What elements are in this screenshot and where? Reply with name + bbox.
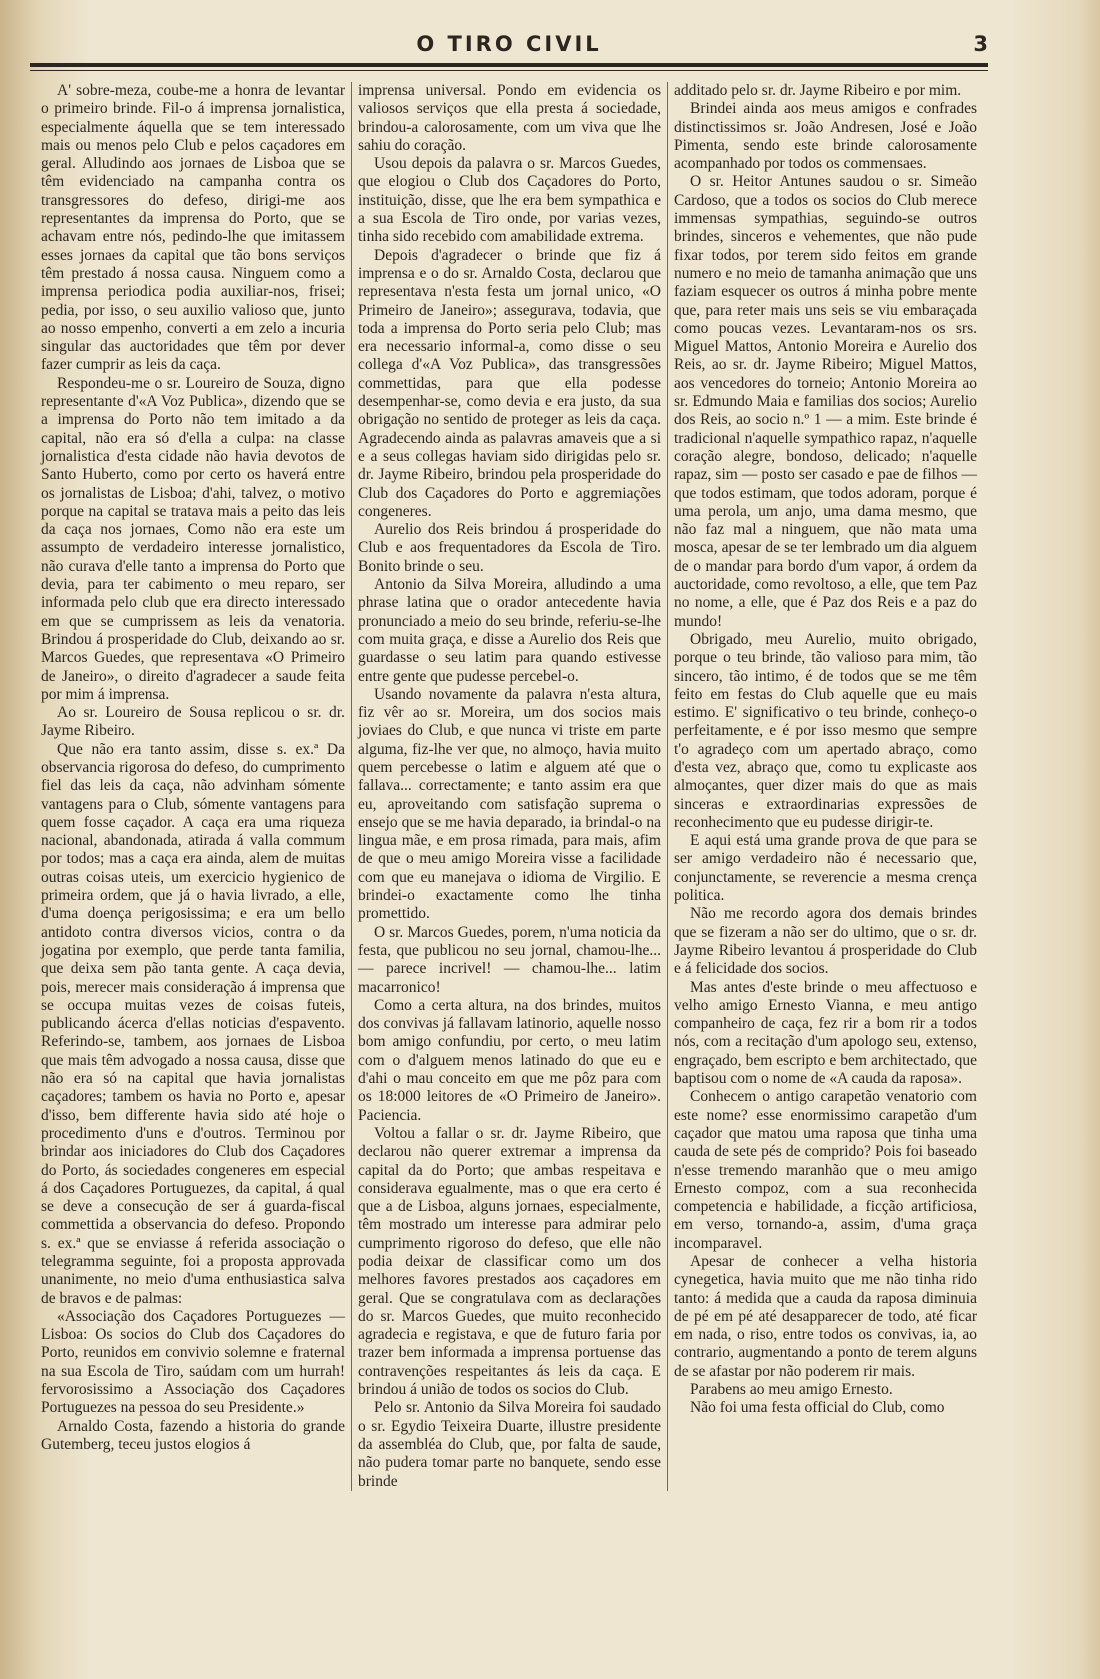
page-header-title: O TIRO CIVIL [416, 32, 602, 56]
column-2 [351, 82, 667, 1491]
paragraph: Conhecem o antigo carapetão venatorio com este nome? esse enormissimo carapetão d'um caçador que matou uma raposa que tinha uma cauda de sete pés de comprido? Pois foi baseado n'esse tremendo maranhão que o meu amigo Ernesto compoz, com a sua reconhecida competencia e habilidade, a ficção artificiosa, em verso, tornando-a, assim, d'uma graça incomparavel. [674, 1088, 977, 1252]
paragraph: imprensa universal. Pondo em evidencia os valiosos serviços que ella presta á sociedade, brindou-a calorosamente, com um viva que lhe sahiu do coração. [358, 82, 661, 154]
paragraph: Obrigado, meu Aurelio, muito obrigado, porque o teu brinde, tão valioso para mim, tão sincero, tão intimo, é de todos que se me têm feito em festas do Club aquelle que eu mais estimo. E' significativo o teu brinde, conheço-o perfeitamente, e é por isso mesmo que sempre t'o agradeço com um apertado abraço, como d'esta vez, abraço que, como tu explicaste aos almoçantes, quer dizer mais do que as mais sinceras e extraordinarias expressões de reconhecimento que eu pudesse dirigir-te. [674, 630, 977, 831]
column-3 [667, 82, 983, 1491]
paragraph: Como a certa altura, na dos brindes, muitos dos convivas já fallavam latinorio, aquelle nosso bom amigo confundiu, por certo, o meu latim com o d'alguem menos latinado do que eu e d'ahi o mau conceito em que me pôz para com os 18:000 leitores de «O Primeiro de Janeiro». Paciencia. [358, 996, 661, 1124]
paragraph: Depois d'agradecer o brinde que fiz á imprensa e o do sr. Arnaldo Costa, declarou que representava n'esta festa um jornal unico, «O Primeiro de Janeiro»; assegurava, todavia, que toda a imprensa do Porto seria pelo Club; mas era necessario informal-a, como disse o seu collega d'«A Voz Publica», das transgressões commettidas, para que ella podesse desempenhar-se, como devia e era justo, da sua obrigação no sentido de proteger as leis da caça. Agradecendo ainda as palavras amaveis que a si e a seus collegas haviam sido dirigidas pelo sr. dr. Jayme Ribeiro, brindou pela prosperidade do Club dos Caçadores do Porto e aggremiações congeneres. [358, 246, 661, 520]
column-1 [35, 82, 351, 1491]
paragraph: Aurelio dos Reis brindou á prosperidade do Club e aos frequentadores da Escola de Tiro. Bonito brinde o seu. [358, 521, 661, 575]
header-rule-thin [30, 70, 988, 71]
page-number: 3 [973, 32, 988, 56]
paragraph: Respondeu-me o sr. Loureiro de Souza, digno representante d'«A Voz Publica», dizendo que se a imprensa do Porto não tem imitado a da capital, não era só d'ella a culpa: na classe jornalistica d'esta cidade não havia devotos de Santo Huberto, como por certo os haverá entre os jornalistas de Lisboa; d'ahi, talvez, o motivo porque na capital se tratava mais a peito das leis da caça nos jornaes, Como não era este um assumpto de verdadeiro interesse jornalistico, não curava d'elle tanto a imprensa do Porto que devia, para ter cabimento o meu reparo, ser informada pelo club que era directo interessado em que se cumprissem as leis da venatoria. Brindou á prosperidade do Club, deixando ao sr. Marcos Guedes, que representava «O Primeiro de Janeiro», o direito d'agradecer a saude feita por mim á imprensa. [41, 374, 345, 703]
paragraph: «Associação dos Caçadores Portuguezes — Lisboa: Os socios do Club dos Caçadores do Porto, reunidos em convivio solemne e fraternal na sua Escola de Tiro, saúdam com um hurrah! fervorosissimo a Associação dos Caçadores Portuguezes na pessoa do seu Presidente.» [41, 1307, 345, 1417]
paragraph: Pelo sr. Antonio da Silva Moreira foi saudado o sr. Egydio Teixeira Duarte, illustre presidente da assembléa do Club, que, por falta de saude, não pudera tomar parte no banquete, sendo esse brinde [358, 1399, 661, 1490]
paragraph: Não foi uma festa official do Club, como [690, 1399, 945, 1417]
paragraph: Antonio da Silva Moreira, alludindo a uma phrase latina que o orador antecedente havia pronunciado a meio do seu brinde, referiu-se-lhe com muita graça, e disse a Aurelio dos Reis que guardasse o seu latim para quando estivesse entre gente que pudesse percebel-o. [358, 576, 661, 685]
paragraph: Usando novamente da palavra n'esta altura, fiz vêr ao sr. Moreira, um dos socios mais joviaes do Club, e que nunca vi triste em parte alguma, fiz-lhe ver que, no almoço, havia muito quem percebesse o latim e alguem até que o fallava... correctamente; e tanto assim era que eu, aproveitando com satisfação suprema o ensejo que se me havia deparado, ia brindal-o na lingua mãe, e em prosa rimada, para mais, afim de que o meu amigo Moreira visse a facilidade com que eu manejava o idioma de Virgilio. E brindei-o exactamente como lhe tinha promettido. [358, 685, 661, 923]
paragraph: Usou depois da palavra o sr. Marcos Guedes, que elogiou o Club dos Caçadores do Porto, instituição, disse, que lhe era bem sympathica e a sua Escola de Tiro onde, por varias vezes, tinha sido recebido com amabilidade extrema. [358, 155, 661, 246]
paragraph: O sr. Heitor Antunes saudou o sr. Simeão Cardoso, que a todos os socios do Club merece immensas sympathias, seguindo-se outros brindes, sinceros e vehementes, que não pude fixar todos, por terem sido feitos em grande numero e no meio de tamanha animação que uns faziam esquecer os outros á minha pobre mente que, para reter mais uns seis se viu embaraçada como poucas vezes. Levantaram-nos os srs. Miguel Mattos, Antonio Moreira e Aurelio dos Reis, ao sr. dr. Jayme Ribeiro; Miguel Mattos, aos vencedores do torneio; Antonio Moreira ao sr. Edmundo Maia e familias dos socios; Aurelio dos Reis, ao socio n.º 1 — a mim. Este brinde é tradicional n'aquelle sympathico rapaz, n'aquelle coração alegre, bondoso, delicado; n'aquelle rapaz, sim — posto ser casado e pae de filhos — que todos estimam, que todos adoram, porque é uma perola, um anjo, uma dama mesmo, que não faz mal a ninguem, que não mata uma mosca, apesar de se ter lembrado um dia alguem de o mandar para bordo d'um vapor, á ordem da auctoridade, como revoltoso, a elle, que tem Paz no nome, a elle, que é Paz dos Reis e a paz do mundo! [674, 173, 977, 630]
text-columns [35, 82, 985, 1491]
paragraph: Não me recordo agora dos demais brindes que se fizeram a não ser do ultimo, que o sr. dr. Jayme Ribeiro levantou á prosperidade do Club e á felicidade dos socios. [674, 905, 977, 978]
paragraph: Parabens ao meu amigo Ernesto. [690, 1381, 893, 1399]
paragraph: O sr. Marcos Guedes, porem, n'uma noticia da festa, que publicou no seu jornal, chamou-lhe... — parece incrivel! — chamou-lhe... latim macarronico! [358, 923, 661, 996]
paragraph: Mas antes d'este brinde o meu affectuoso e velho amigo Ernesto Vianna, e meu antigo companheiro de caça, fez rir a bom rir a todos nós, com a recitação d'um apologo seu, extenso, engraçado, bem escripto e bem architectado, que baptisou com o nome de «A cauda da raposa». [674, 978, 977, 1088]
paragraph: additado pelo sr. dr. Jayme Ribeiro e por mim. [674, 82, 962, 99]
paragraph: Apesar de conhecer a velha historia cynegetica, havia muito que me não tinha rido tanto: á medida que a cauda da raposa diminuia de pé em pé até desapparecer de todo, até ficar em nada, o riso, entre todos os convivas, ia, ao contrario, augmentando a ponto de terem alguns de se afastar por não poderem rir mais. [674, 1253, 977, 1380]
paragraph: Que não era tanto assim, disse s. ex.ª Da observancia rigorosa do defeso, do cumprimento fiel das leis da caça, não advinham sómente vantagens para o Club, sómente vantagens para quem fosse caçador. A caça era uma riqueza nacional, abandonada, atirada á valla commum por todos; mas a caça era ainda, alem de muitas outras coisas uteis, um exercicio hygienico de primeira ordem, que já o havia livrado, a elle, d'uma doença perigosissima; e era um bello antidoto contra diversos vicios, contra o da jogatina por exemplo, que perde tanta familia, que deixa sem pão tanta gente. A caça devia, pois, merecer mais consideração á imprensa que se occupa muitas vezes de coisas futeis, publicando ácerca d'ellas noticias d'espavento. Referindo-se, tambem, aos jornaes de Lisboa que mais têm advogado a nossa causa, disse que não era só na capital que havia jornalistas caçadores; tambem os havia no Porto e, apesar d'isso, bem differente havia sido até hoje o procedimento d'uns e d'outros. Terminou por brindar aos iniciadores do Club dos Caçadores do Porto, ás sociedades congeneres em especial á dos Caçadores Portuguezes, da capital, á qual se deve a consecução de ser á guarda-fiscal commettida a observancia do defeso. Propondo s. ex.ª que se enviasse á referida associação o telegramma seguinte, foi a proposta approvada unanimente, no meio d'uma enthusiastica salva de bravos e de palmas: [41, 740, 345, 1307]
paragraph: A' sobre-meza, coube-me a honra de levantar o primeiro brinde. Fil-o á imprensa jornalistica, especialmente áquella que se tem interessado mais ou menos pelo Club e pelos caçadores em geral. Alludindo aos jornaes de Lisboa que se têm evidenciado na campanha contra os transgressores do defeso, dirigi-me aos representantes da imprensa do Porto, que se achavam entre nós, pedindo-lhe que imitassem esses jornaes da capital que tão bons serviços têm prestado á nossa causa. Ninguem como a imprensa periodica podia auxiliar-nos, frisei; pedia, por isso, o seu auxilio valioso que, junto ao nosso empenho, converti a em zelo a incuria singular das auctoridades que têm por dever fazer cumprir as leis da caça. [41, 82, 345, 374]
paragraph: Ao sr. Loureiro de Sousa replicou o sr. dr. Jayme Ribeiro. [41, 704, 345, 740]
paragraph: Arnaldo Costa, fazendo a historia do grande Gutemberg, teceu justos elogios á [41, 1417, 345, 1453]
paragraph: E aqui está uma grande prova de que para se ser amigo verdadeiro não é necessario que, conjunctamente, se reverencie a mesma crença politica. [674, 832, 977, 905]
header-rule-thick [30, 63, 988, 67]
paragraph: Voltou a fallar o sr. dr. Jayme Ribeiro, que declarou não querer extremar a imprensa da capital da do Porto; que ambas respeitava e considerava egualmente, mas o que era certo é que a de Lisboa, alguns jornaes, especialmente, têm mostrado um interesse para admirar pelo cumprimento rigoroso do defeso, que elle não podia deixar de classificar como um dos melhores favores prestados aos caçadores em geral. Que se congratulava com as declarações do sr. Marcos Guedes, que muito reconhecido agradecia e registava, e que de futuro faria por trazer bem informada a imprensa portuense das contravenções respeitantes ás leis da caça. E brindou á união de todos os socios do Club. [358, 1124, 661, 1399]
paragraph: Brindei ainda aos meus amigos e confrades distinctissimos sr. João Andresen, José e João Pimenta, sendo este brinde calorosamente acompanhado por todos os commensaes. [674, 100, 977, 173]
